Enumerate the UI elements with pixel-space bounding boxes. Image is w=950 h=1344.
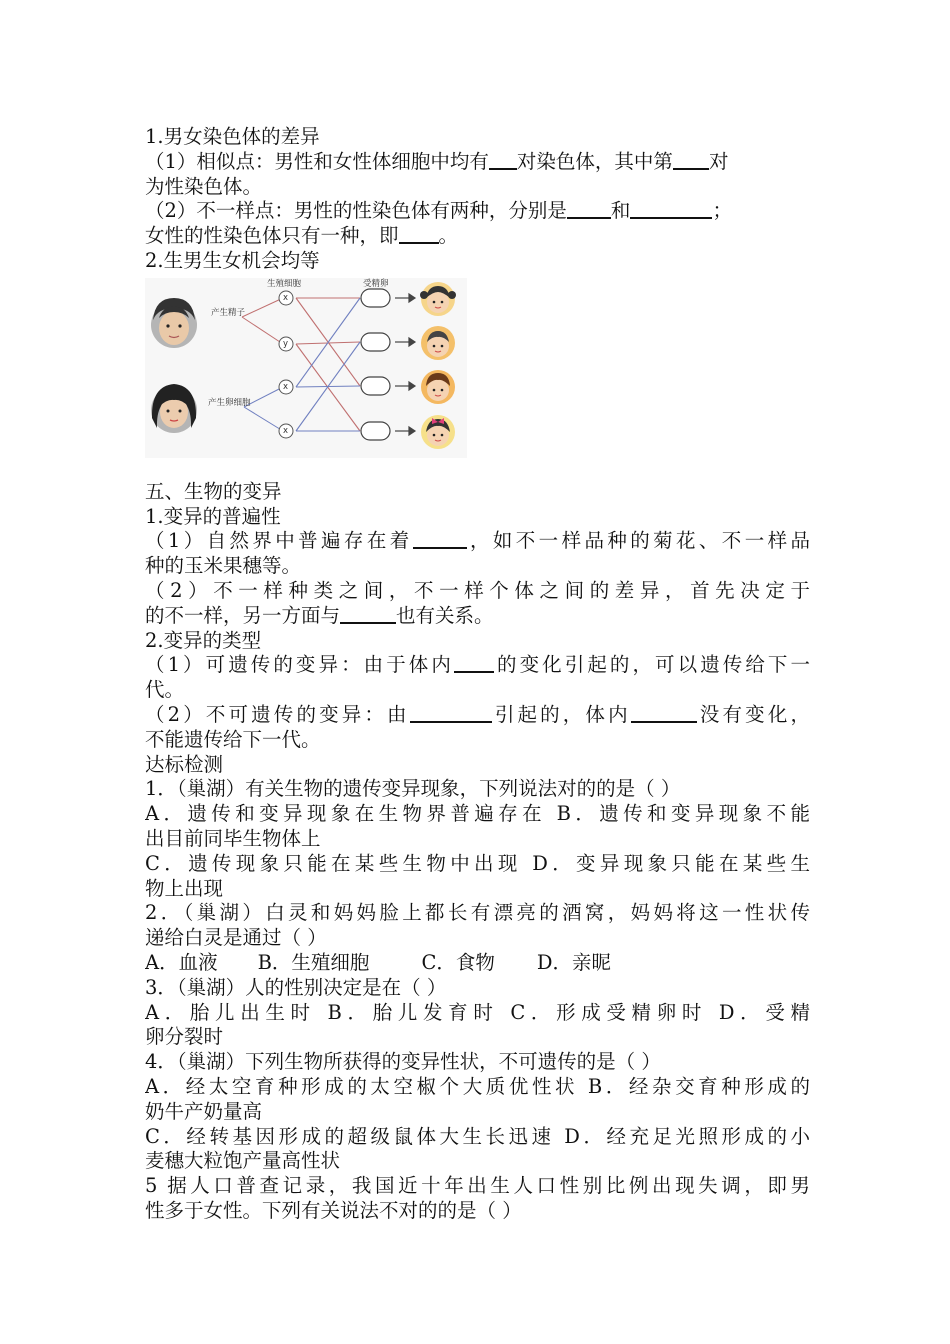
question-stem: 1．（巢湖）有关生物的遗传变异现象，下列说法对的的是（ ） (145, 777, 681, 801)
fill-blank[interactable] (413, 529, 467, 549)
option-continuation: 物上出现 (145, 876, 224, 900)
option-b[interactable]: B．遗传和变异现象不能 (556, 802, 810, 826)
question-line: （1）相似点：男性和女性体细胞中均有 对染色体，其中第 对 (145, 149, 729, 173)
section-heading: 五、生物的变异 (145, 479, 282, 503)
option-c[interactable]: C．遗传现象只能在某些生物中出现 (145, 851, 522, 875)
option-row (145, 1001, 810, 1026)
text-line: 不能遗传给下一代。 (145, 727, 321, 751)
label-germ-cells: 生殖细胞 (267, 278, 302, 289)
option-b[interactable]: B．胎儿发育时 (327, 1000, 499, 1024)
question-line: 女性的性染色体只有一种，即 。 (145, 224, 459, 248)
item-title: 1.男女染色体的差异 (145, 125, 320, 148)
option-a[interactable]: A．胎儿出生时 (145, 1000, 316, 1024)
option-row (145, 1075, 810, 1100)
option-row (145, 852, 810, 877)
option-c[interactable]: C．食物 (421, 950, 495, 974)
question-line: （2）不一样点：男性的性染色体有两种，分别是 和 ； (145, 199, 732, 223)
fill-blank[interactable] (489, 150, 517, 170)
label-sperm: 产生精子 (211, 307, 246, 318)
fill-blank[interactable] (410, 703, 492, 723)
item-title: 2.变异的类型 (145, 628, 262, 652)
fill-blank[interactable] (567, 199, 611, 219)
label-fertilized-egg: 受精卵 (363, 278, 389, 289)
text-line: 代。 (145, 678, 185, 702)
option-d[interactable]: D．亲昵 (536, 950, 611, 974)
question-stem: 3．（巢湖）人的性别决定是在（ ） (145, 975, 447, 999)
document-page (145, 125, 810, 1224)
question-line: 的不一样，另一方面与 也有关系。 (145, 603, 494, 627)
question-stem: 性多于女性。下列有关说法不对的的是（ ） (145, 1198, 522, 1222)
chromosome-x-label: x (283, 425, 289, 436)
fill-blank[interactable] (673, 150, 709, 170)
fill-blank[interactable] (399, 224, 439, 244)
option-d[interactable]: D．变异现象只能在某些生 (532, 851, 810, 875)
item-title: 1.变异的普遍性 (145, 504, 281, 528)
question-line: （1）自然界中普遍存在着 ，如不一样品种的菊花、不一样品 (145, 529, 810, 553)
option-continuation: 奶牛产奶量高 (145, 1099, 263, 1123)
chromosome-y-label: y (283, 338, 289, 349)
fill-blank[interactable] (340, 604, 396, 624)
option-d[interactable]: D．受精 (718, 1000, 810, 1024)
option-a[interactable]: A．血液 (145, 950, 218, 974)
option-continuation: 出目前同毕生物体上 (145, 826, 321, 850)
option-c[interactable]: C．形成受精卵时 (510, 1000, 708, 1024)
father-face-icon (151, 298, 197, 348)
fill-blank[interactable] (630, 199, 712, 219)
item-title: 2.生男生女机会均等 (145, 248, 320, 272)
question-line: （1）可遗传的变异：由于体内 的变化引起的，可以遗传给下一 (145, 653, 810, 677)
fill-blank[interactable] (454, 653, 494, 673)
question-stem: 2．（巢湖）白灵和妈妈脸上都长有漂亮的酒窝，妈妈将这一性状传 (145, 901, 810, 925)
option-b[interactable]: B．生殖细胞 (257, 950, 370, 974)
question-line: （2）不可遗传的变异：由 引起的，体内 没有变化， (145, 702, 810, 726)
chromosome-x-label: x (283, 381, 289, 392)
label-egg: 产生卵细胞 (208, 397, 251, 408)
option-row (145, 951, 810, 976)
text-line: （2）不一样种类之间，不一样个体之间的差异，首先决定于 (145, 578, 810, 602)
option-row (145, 802, 810, 827)
question-stem: 5 据人口普查记录，我国近十年出生人口性别比例出现失调，即男 (145, 1174, 810, 1198)
boy-child-icon (421, 326, 455, 360)
option-c[interactable]: C．经转基因形成的超级鼠体大生长迅速 (145, 1124, 555, 1148)
fill-blank[interactable] (631, 703, 697, 723)
option-continuation: 卵分裂时 (145, 1025, 224, 1049)
option-b[interactable]: B．经杂交育种形成的 (587, 1074, 810, 1098)
diagram-drawing (145, 278, 467, 458)
option-a[interactable]: A．经太空育种形成的太空椒个大质优性状 (145, 1074, 579, 1098)
section-heading: 达标检测 (145, 752, 224, 776)
chromosome-x-label: x (283, 292, 289, 303)
girl-child-icon (421, 415, 455, 449)
boy-child-icon (421, 370, 455, 404)
text-line: 种的玉米果穗等。 (145, 554, 302, 578)
option-a[interactable]: A．遗传和变异现象在生物界普遍存在 (145, 802, 546, 826)
sex-determination-diagram (145, 278, 467, 458)
question-stem: 4．（巢湖）下列生物所获得的变异性状，不可遗传的是（ ） (145, 1050, 661, 1074)
option-continuation: 麦穗大粒饱产量高性状 (145, 1149, 341, 1173)
text-line: 为性染色体。 (145, 174, 263, 198)
option-row (145, 1125, 810, 1150)
option-d[interactable]: D．经充足光照形成的小 (564, 1124, 810, 1148)
question-stem: 递给白灵是通过（ ） (145, 926, 327, 950)
